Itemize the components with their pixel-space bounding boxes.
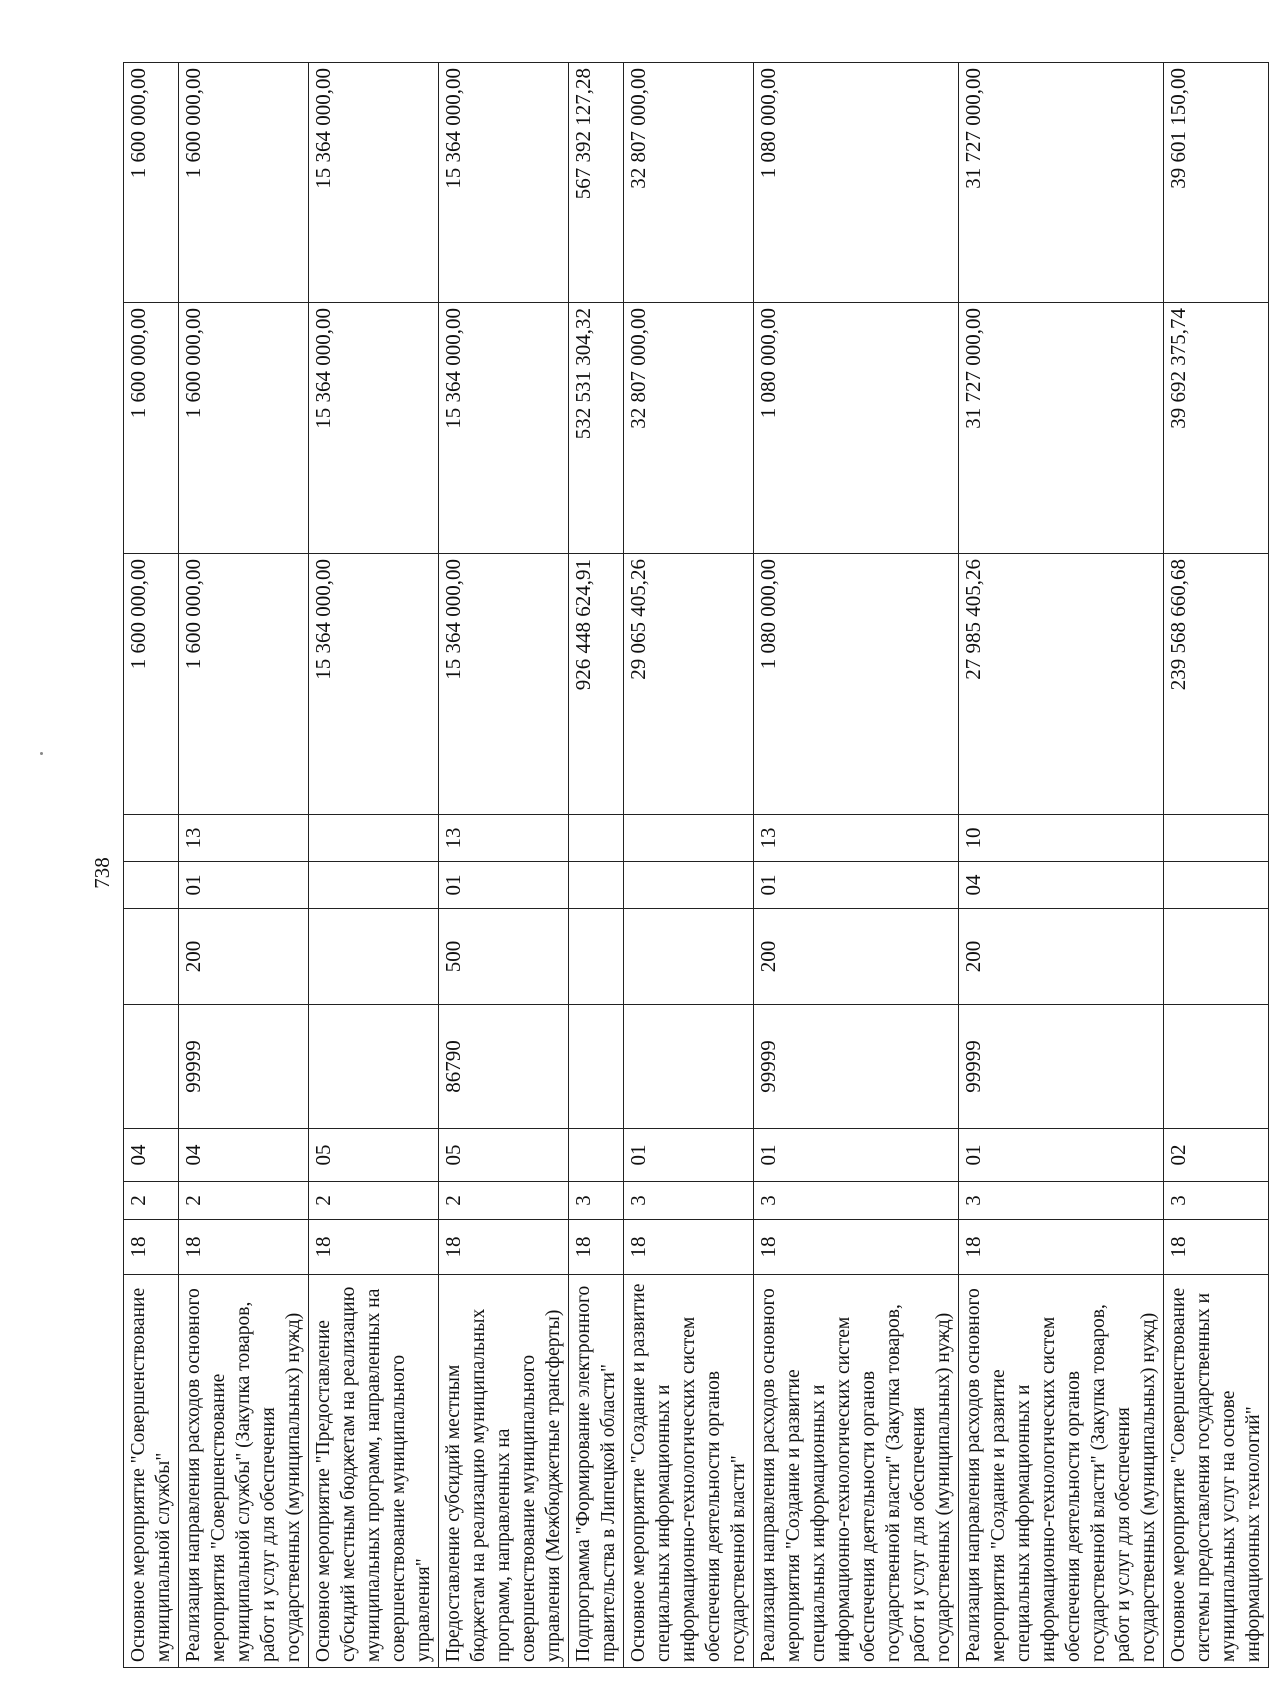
row-name-cell: Подпрограмма "Формирование электронного правительства в Липецкой области" — [569, 1275, 624, 1668]
row-name-cell: Предоставление субсидий местным бюджетам на реализацию муниципальных программ, направленных на совершенствование муниципального управления (Межбюджетные трансферты) — [439, 1275, 569, 1668]
amount-year3-cell: 15 364 000,00 — [439, 63, 569, 303]
section-cell: 01 — [179, 862, 309, 909]
direction-code-cell — [569, 1005, 624, 1129]
amount-year3-cell: 1 080 000,00 — [754, 63, 959, 303]
activity-code-cell: 04 — [179, 1129, 309, 1182]
expense-type-cell — [624, 909, 754, 1005]
row-name-cell: Реализация направления расходов основного мероприятия "Создание и развитие специальных информационных и информационно-технологических систем обеспечения деятельности органов государственной власти" (Закупка товаров, работ и услуг для обеспечения государственных (муниципальных) нужд) — [959, 1275, 1164, 1668]
amount-year3-cell: 567 392 127,28 — [569, 63, 624, 303]
subsection-cell — [1164, 815, 1269, 862]
amount-year1-cell: 1 600 000,00 — [124, 554, 179, 815]
amount-year2-cell: 31 727 000,00 — [959, 303, 1164, 554]
section-cell: 01 — [439, 862, 569, 909]
activity-code-cell: 01 — [624, 1129, 754, 1182]
amount-year3-cell: 15 364 000,00 — [309, 63, 439, 303]
amount-year3-cell: 31 727 000,00 — [959, 63, 1164, 303]
table-body — [124, 63, 1269, 1668]
expense-type-cell: 200 — [959, 909, 1164, 1005]
table-row — [624, 63, 754, 1668]
expense-type-cell — [1164, 909, 1269, 1005]
amount-year1-cell: 15 364 000,00 — [309, 554, 439, 815]
table-row — [1164, 63, 1269, 1668]
table-viewport — [123, 63, 1264, 1668]
expense-type-cell — [569, 909, 624, 1005]
activity-code-cell: 05 — [439, 1129, 569, 1182]
table-row — [439, 63, 569, 1668]
program-code-cell: 18 — [959, 1220, 1164, 1275]
amount-year1-cell: 239 568 660,68 — [1164, 554, 1269, 815]
section-cell: 04 — [959, 862, 1164, 909]
subsection-cell: 13 — [439, 815, 569, 862]
program-code-cell: 18 — [179, 1220, 309, 1275]
direction-code-cell — [309, 1005, 439, 1129]
activity-code-cell: 04 — [124, 1129, 179, 1182]
subsection-cell — [309, 815, 439, 862]
subprogram-code-cell: 2 — [439, 1182, 569, 1220]
row-name-cell: Основное мероприятие "Создание и развитие специальных информационных и информационно-технологических систем обеспечения деятельности органов государственной власти" — [624, 1275, 754, 1668]
activity-code-cell: 02 — [1164, 1129, 1269, 1182]
section-cell — [569, 862, 624, 909]
activity-code-cell: 05 — [309, 1129, 439, 1182]
program-code-cell: 18 — [1164, 1220, 1269, 1275]
direction-code-cell: 99999 — [959, 1005, 1164, 1129]
expense-type-cell — [124, 909, 179, 1005]
direction-code-cell: 99999 — [179, 1005, 309, 1129]
rotated-table-container — [123, 63, 1264, 1668]
amount-year1-cell: 926 448 624,91 — [569, 554, 624, 815]
section-cell — [124, 862, 179, 909]
amount-year3-cell: 1 600 000,00 — [124, 63, 179, 303]
program-code-cell: 18 — [124, 1220, 179, 1275]
expense-type-cell: 500 — [439, 909, 569, 1005]
amount-year2-cell: 1 080 000,00 — [754, 303, 959, 554]
subsection-cell: 10 — [959, 815, 1164, 862]
program-code-cell: 18 — [439, 1220, 569, 1275]
page-number: 738 — [90, 857, 114, 889]
row-name-cell: Основное мероприятие "Совершенствование муниципальной службы" — [124, 1275, 179, 1668]
subprogram-code-cell: 2 — [309, 1182, 439, 1220]
subprogram-code-cell: 2 — [179, 1182, 309, 1220]
subprogram-code-cell: 3 — [624, 1182, 754, 1220]
table-row — [124, 63, 179, 1668]
amount-year1-cell: 1 600 000,00 — [179, 554, 309, 815]
program-code-cell: 18 — [754, 1220, 959, 1275]
direction-code-cell: 99999 — [754, 1005, 959, 1129]
subsection-cell: 13 — [754, 815, 959, 862]
subsection-cell — [569, 815, 624, 862]
direction-code-cell: 86790 — [439, 1005, 569, 1129]
program-code-cell: 18 — [624, 1220, 754, 1275]
amount-year2-cell: 32 807 000,00 — [624, 303, 754, 554]
row-name-cell: Реализация направления расходов основного мероприятия "Совершенствование муниципальной службы" (Закупка товаров, работ и услуг для обеспечения государственных (муниципальных) нужд) — [179, 1275, 309, 1668]
amount-year2-cell: 15 364 000,00 — [309, 303, 439, 554]
expense-type-cell: 200 — [754, 909, 959, 1005]
amount-year1-cell: 1 080 000,00 — [754, 554, 959, 815]
section-cell — [1164, 862, 1269, 909]
row-name-cell: Основное мероприятие "Предоставление субсидий местным бюджетам на реализацию муниципальных программ, направленных на совершенствование муниципального управления" — [309, 1275, 439, 1668]
activity-code-cell: 01 — [754, 1129, 959, 1182]
section-cell — [624, 862, 754, 909]
table-row — [754, 63, 959, 1668]
section-cell: 01 — [754, 862, 959, 909]
amount-year1-cell: 29 065 405,26 — [624, 554, 754, 815]
amount-year3-cell: 1 600 000,00 — [179, 63, 309, 303]
subsection-cell — [124, 815, 179, 862]
expense-type-cell — [309, 909, 439, 1005]
table-row — [179, 63, 309, 1668]
amount-year3-cell: 32 807 000,00 — [624, 63, 754, 303]
amount-year2-cell: 1 600 000,00 — [179, 303, 309, 554]
expense-type-cell: 200 — [179, 909, 309, 1005]
table-row — [959, 63, 1164, 1668]
activity-code-cell: 01 — [959, 1129, 1164, 1182]
subprogram-code-cell: 3 — [569, 1182, 624, 1220]
subsection-cell: 13 — [179, 815, 309, 862]
row-name-cell: Основное мероприятие "Совершенствование системы предоставления государственных и муниципальных услуг на основе информационных технологий" — [1164, 1275, 1269, 1668]
scan-speck — [40, 752, 43, 755]
budget-table — [123, 62, 1269, 1668]
direction-code-cell — [624, 1005, 754, 1129]
subsection-cell — [624, 815, 754, 862]
amount-year3-cell: 39 601 150,00 — [1164, 63, 1269, 303]
row-name-cell: Реализация направления расходов основного мероприятия "Создание и развитие специальных информационных и информационно-технологических систем обеспечения деятельности органов государственной власти" (Закупка товаров, работ и услуг для обеспечения государственных (муниципальных) нужд) — [754, 1275, 959, 1668]
direction-code-cell — [124, 1005, 179, 1129]
program-code-cell: 18 — [569, 1220, 624, 1275]
table-row — [569, 63, 624, 1668]
program-code-cell: 18 — [309, 1220, 439, 1275]
subprogram-code-cell: 3 — [754, 1182, 959, 1220]
amount-year1-cell: 15 364 000,00 — [439, 554, 569, 815]
amount-year1-cell: 27 985 405,26 — [959, 554, 1164, 815]
amount-year2-cell: 39 692 375,74 — [1164, 303, 1269, 554]
subprogram-code-cell: 2 — [124, 1182, 179, 1220]
table-row — [309, 63, 439, 1668]
subprogram-code-cell: 3 — [959, 1182, 1164, 1220]
section-cell — [309, 862, 439, 909]
direction-code-cell — [1164, 1005, 1269, 1129]
amount-year2-cell: 15 364 000,00 — [439, 303, 569, 554]
subprogram-code-cell: 3 — [1164, 1182, 1269, 1220]
activity-code-cell — [569, 1129, 624, 1182]
amount-year2-cell: 532 531 304,32 — [569, 303, 624, 554]
amount-year2-cell: 1 600 000,00 — [124, 303, 179, 554]
